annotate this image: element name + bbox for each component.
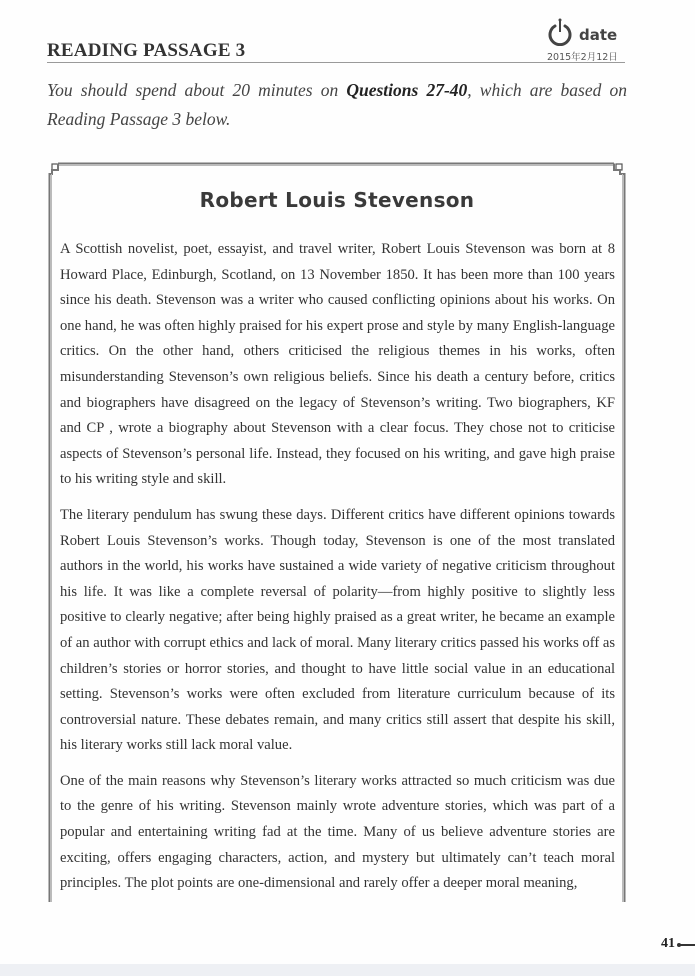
date-logo (547, 16, 627, 63)
logo-word: date (579, 26, 618, 44)
instruction-text (47, 76, 627, 134)
page-number: 41 (661, 936, 675, 951)
instruction-before: You should spend about 20 minutes on (47, 80, 347, 100)
paragraph-3: One of the main reasons why Stevenson’s literary works attracted so much criticism was due to the genre of his writing. Stevenson mainly wrote adventure stories, which was part of a popular and entertaining writing fad at the time. Many of us believe adventure stories are exciting, offers engaging characters, action, and mystery but ultimately can’t teach moral principles. The plot points are one-dimensional and rarely offer a deeper moral meaning, (60, 772, 615, 892)
page-mark (680, 944, 695, 946)
bottom-strip (0, 964, 695, 976)
section-title: READING PASSAGE 3 (47, 40, 246, 61)
passage-title: Robert Louis Stevenson (199, 188, 475, 212)
paragraph-2: The literary pendulum has swung these days. Different critics have different opinions towards Robert Louis Stevenson’s works. Though today, Stevenson is one of the most translated authors in the world, his works have sustained a wide variety of negative criticism throughout his life. It was like a complete reversal of polarity—from highly positive to slightly less positive to clearly negative; after being highly praised as a great writer, he became an example of an author with corrupt ethics and lack of moral. Many literary critics passed his works off as children’s stories or horror stories, and thought to have little social value in an educational setting. Stevenson’s works were often excluded from literature curriculum because of its controversial nature. These debates remain, and many critics still assert that despite his skill, his literary works still lack moral value. (60, 506, 615, 754)
instruction-after: , which are based on Reading Passage 3 below. (47, 80, 628, 129)
instruction-questions: Questions 27-40 (346, 80, 468, 100)
header-divider (47, 62, 625, 63)
paragraph-1: A Scottish novelist, poet, essayist, and travel writer, Robert Louis Stevenson was born at 8 Howard Place, Edinburgh, Scotland, on 13 November 1850. It has been more than 100 years since his death. Stevenson was a writer who caused conflicting opinions about his works. On one hand, he was often highly praised for his expert prose and style by many English-language critics. On the other hand, others criticised the religious themes in his works, often misunderstanding Stevenson’s own religious beliefs. Since his death a century before, critics and biographers have disagreed on the legacy of Stevenson’s writing. Two biographers, KF and CP , wrote a biography about Stevenson with a clear focus. They chose not to criticise aspects of Stevenson’s personal life. Instead, they focused on his writing, and gave high praise to his writing style and skill. (60, 241, 615, 488)
passage-body (60, 237, 615, 907)
power-clock-icon (547, 18, 573, 46)
logo-date: 2015年2月12日 (547, 52, 618, 63)
